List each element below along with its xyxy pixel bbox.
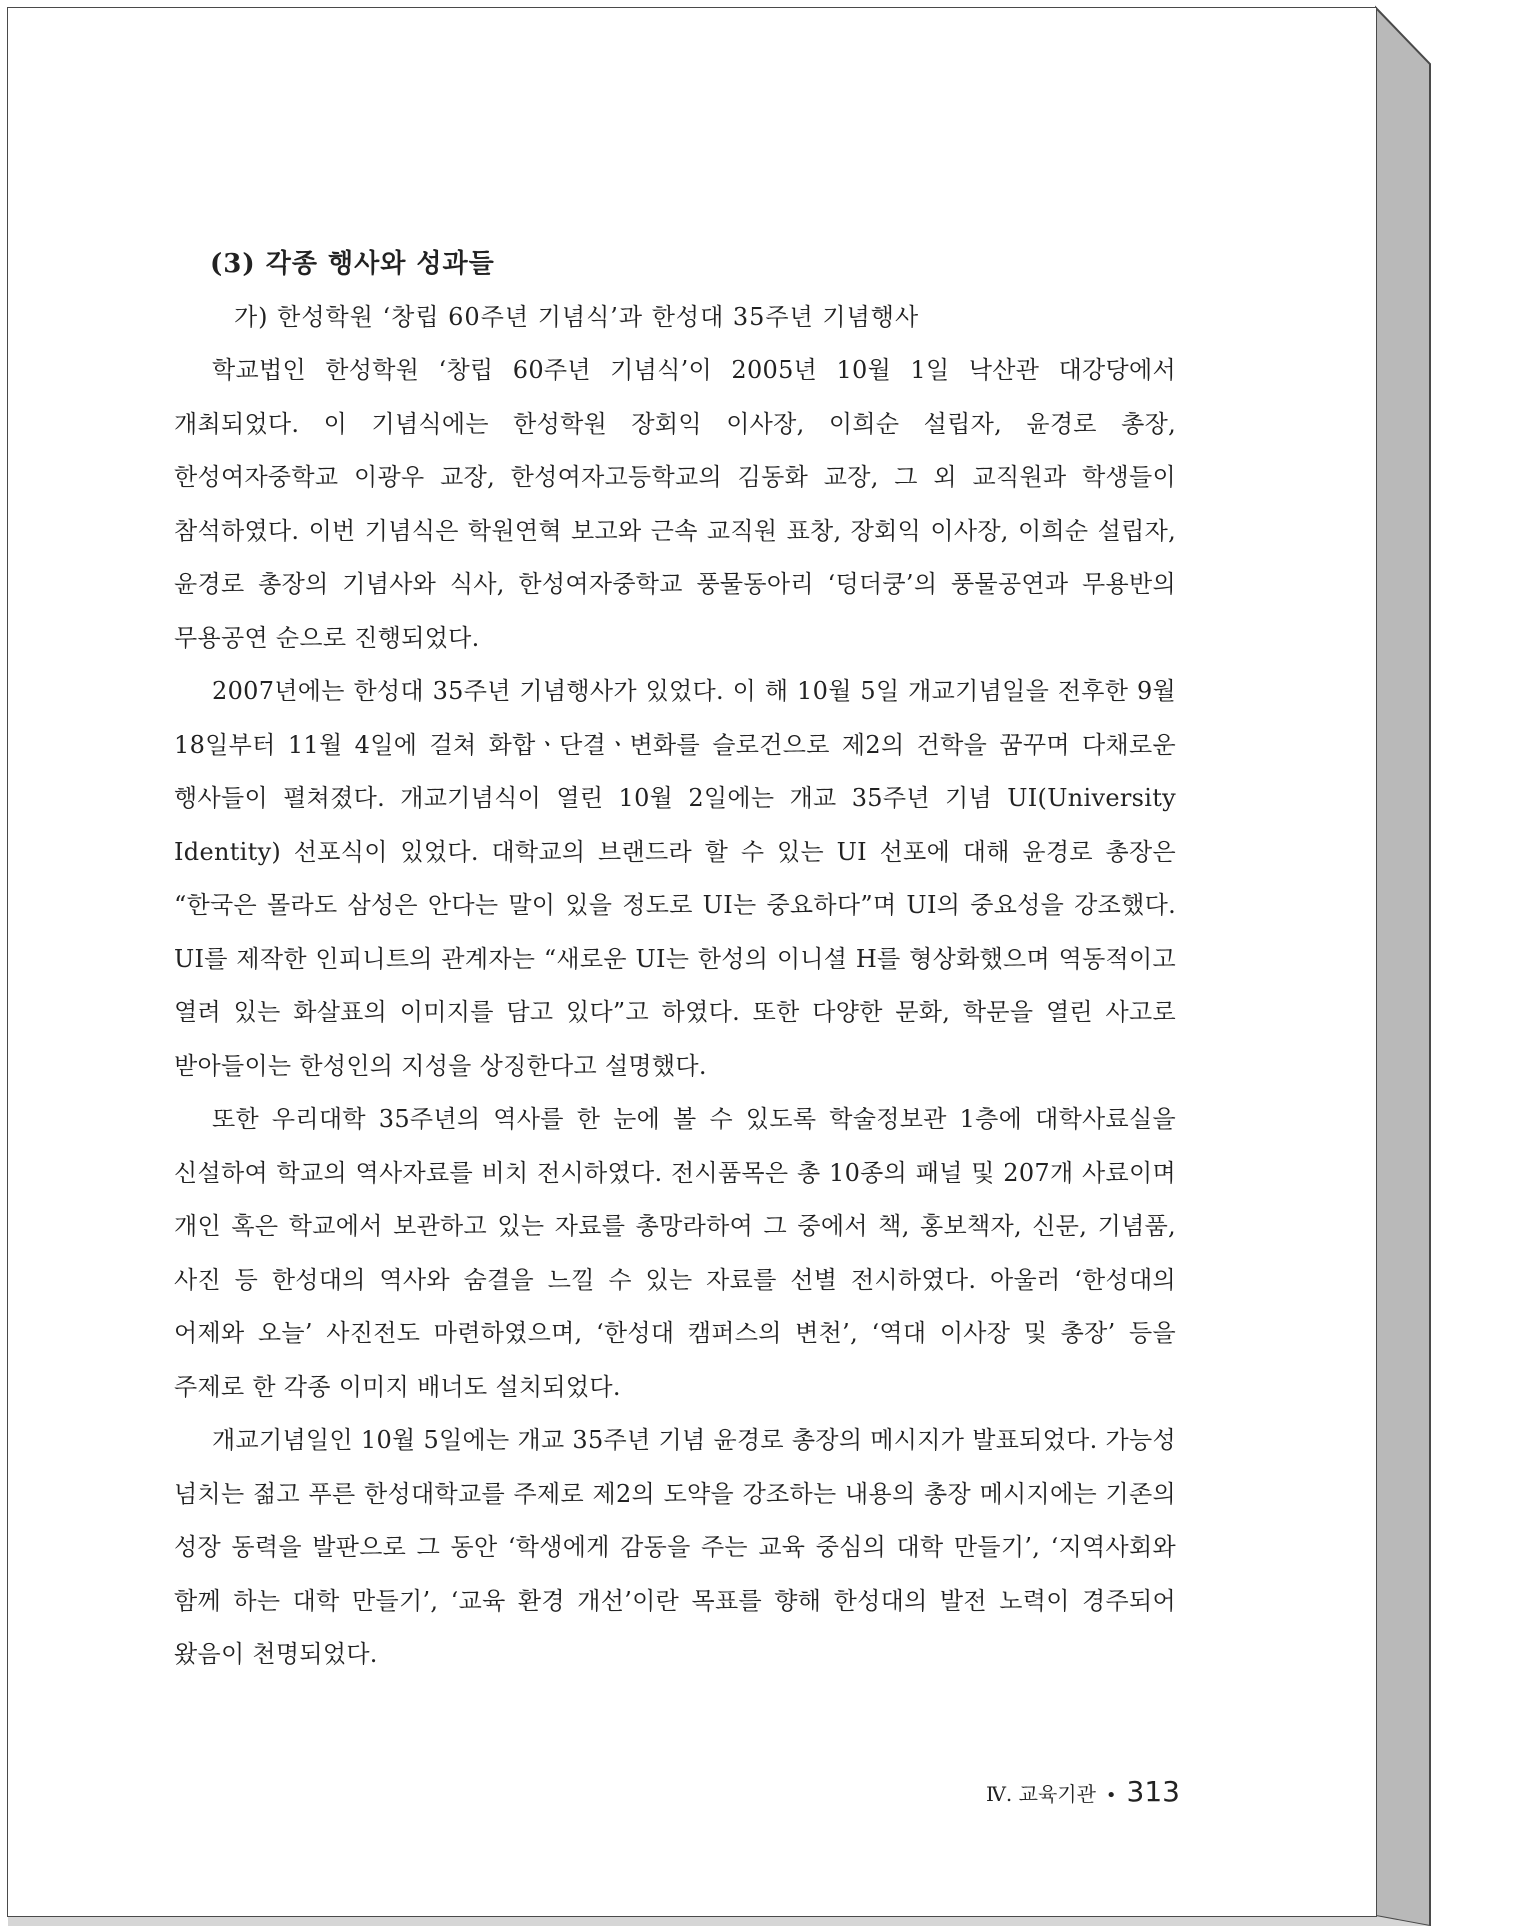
paragraph-2: 2007년에는 한성대 35주년 기념행사가 있었다. 이 해 10월 5일 개교기념일을 전후한 9월 18일부터 11월 4일에 걸쳐 화합ㆍ단결ㆍ변화를 슬로건으로 제2의 건학을 꿈꾸며 다채로운 행사들이 펼쳐졌다. 개교기념식이 열린 10월 2일에는 개교 35주년 기념 UI(University Identity) 선포식이 있었다. 대학교의 브랜드라 할 수 있는 UI 선포에 대해 윤경로 총장은 “한국은 몰라도 삼성은 안다는 말이 있을 정도로 UI는 중요하다”며 UI의 중요성을 강조했다. UI를 제작한 인피니트의 관계자는 “새로운 UI는 한성의 이니셜 H를 형상화했으며 역동적이고 열려 있는 화살표의 이미지를 담고 있다”고 하였다. 또한 다양한 문화, 학문을 열린 사고로 받아들이는 한성인의 지성을 상징한다고 설명했다. (174, 677, 1176, 1080)
page-stack-bottom (8, 1916, 1430, 1926)
paragraph-4: 개교기념일인 10월 5일에는 개교 35주년 기념 윤경로 총장의 메시지가 발표되었다. 가능성 넘치는 젊고 푸른 한성대학교를 주제로 제2의 도약을 강조하는 내용의 총장 메시지에는 기존의 성장 동력을 발판으로 그 동안 ‘학생에게 감동을 주는 교육 중심의 대학 만들기’, ‘지역사회와 함께 하는 대학 만들기’, ‘교육 환경 개선’이란 목표를 향해 한성대의 발전 노력이 경주되어 왔음이 천명되었다. (174, 1426, 1176, 1668)
page-number: 313 (1126, 1775, 1180, 1808)
footer-bullet: • (1105, 1785, 1117, 1806)
subsection-title: 가) 한성학원 ‘창립 60주년 기념식’과 한성대 35주년 기념행사 (234, 303, 920, 331)
footer-chapter: Ⅳ. 교육기관 (985, 1782, 1096, 1806)
section-title: (3) 각종 행사와 성과들 (210, 249, 495, 279)
paragraph-1: 학교법인 한성학원 ‘창립 60주년 기념식’이 2005년 10월 1일 낙산관 대강당에서 개최되었다. 이 기념식에는 한성학원 장회익 이사장, 이희순 설립자, 윤경로 총장, 한성여자중학교 이광우 교장, 한성여자고등학교의 김동화 교장, 그 외 교직원과 학생들이 참석하였다. 이번 기념식은 학원연혁 보고와 근속 교직원 표창, 장회익 이사장, 이희순 설립자, 윤경로 총장의 기념사와 식사, 한성여자중학교 풍물동아리 ‘덩더쿵’의 풍물공연과 무용반의 무용공연 순으로 진행되었다. (174, 356, 1176, 652)
paragraph-3: 또한 우리대학 35주년의 역사를 한 눈에 볼 수 있도록 학술정보관 1층에 대학사료실을 신설하여 학교의 역사자료를 비치 전시하였다. 전시품목은 총 10종의 패널 및 207개 사료이며 개인 혹은 학교에서 보관하고 있는 자료를 총망라하여 그 중에서 책, 홍보책자, 신문, 기념품, 사진 등 한성대의 역사와 숨결을 느낄 수 있는 자료를 선별 전시하였다. 아울러 ‘한성대의 어제와 오늘’ 사진전도 마련하였으며, ‘한성대 캠퍼스의 변천’, ‘역대 이사장 및 총장’ 등을 주제로 한 각종 이미지 배너도 설치되었다. (174, 1105, 1176, 1401)
page-stack-right (1376, 8, 1430, 1926)
page-content (174, 238, 1176, 1682)
page-footer (970, 1770, 1180, 1814)
